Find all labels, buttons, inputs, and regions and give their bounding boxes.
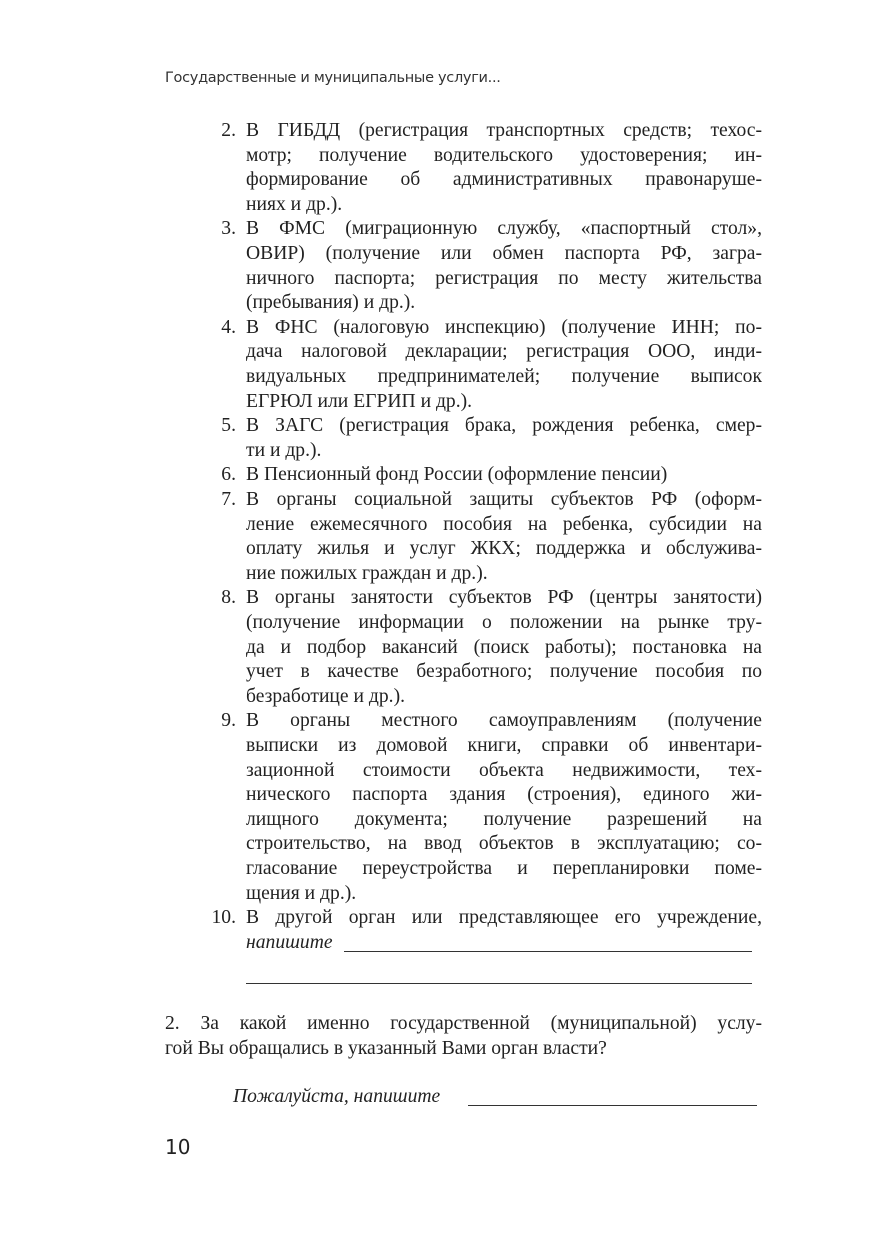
list-item-number: 9. xyxy=(221,710,236,732)
list-item-line: да и подбор вакансий (поиск работы); постановка на xyxy=(246,636,762,658)
list-item-line: видуальных предпринимателей; получение выписок xyxy=(246,366,762,387)
list-item-line: зационной стоимости объекта недвижимости, тех- xyxy=(246,759,762,781)
write-in-line-2[interactable] xyxy=(246,983,752,984)
list-item-line: В ЗАГС (регистрация брака, рождения ребенка, смер- xyxy=(246,415,762,437)
list-item-line: В другой орган или представляющее его учреждение, xyxy=(246,907,762,929)
question-line: 2. За какой именно государственной (муниципальной) услу- xyxy=(165,1013,762,1034)
list-item-line: выписки из домовой книги, справки об инвентари- xyxy=(246,735,762,756)
list-item-line: ние пожилых граждан и др.). xyxy=(246,562,488,584)
list-item-line: учет в качестве безработного; получение пособия по xyxy=(246,661,762,683)
list-item-line: В ФНС (налоговую инспекцию) (получение ИНН; по- xyxy=(246,316,762,338)
list-item-line: В органы социальной защиты субъектов РФ (оформ- xyxy=(246,489,762,510)
list-item-line: ЕГРЮЛ или ЕГРИП и др.). xyxy=(246,390,473,412)
list-item-line: щения и др.). xyxy=(246,882,357,904)
list-item-line: строительство, на ввод объектов в эксплуатацию; со- xyxy=(246,833,762,855)
list-item-line: В органы местного самоуправлениям (получение xyxy=(246,710,762,732)
running-header: Государственные и муниципальные услуги... xyxy=(165,70,501,86)
list-item-number: 4. xyxy=(221,316,236,338)
list-item-line: лищного документа; получение разрешений на xyxy=(246,808,762,830)
list-item-number: 10. xyxy=(211,907,236,929)
list-item-line: В ГИБДД (регистрация транспортных средств; техос- xyxy=(246,120,762,141)
list-item-number: 2. xyxy=(221,120,236,141)
please-write-label: Пожалуйста, напишите xyxy=(233,1086,441,1107)
list-item-line: дача налоговой декларации; регистрация ООО, инди- xyxy=(246,341,762,363)
list-item-number: 8. xyxy=(221,587,236,609)
list-item-number: 7. xyxy=(221,489,236,510)
list-item-line: В органы занятости субъектов РФ (центры занятости) xyxy=(246,587,762,609)
list-item-line: формирование об административных правонаруше- xyxy=(246,169,762,191)
question-line: гой Вы обращались в указанный Вами орган власти? xyxy=(165,1037,607,1059)
list-item-line: (получение информации о положении на рынке тру- xyxy=(246,612,762,633)
page-number: 10 xyxy=(165,1135,191,1159)
list-item-line: нического паспорта здания (строения), единого жи- xyxy=(246,784,762,806)
list-item-line: В ФМС (миграционную службу, «паспортный стол», xyxy=(246,218,762,240)
list-item-line: гласование переустройства и перепланировки поме- xyxy=(246,858,762,879)
list-item-line: ти и др.). xyxy=(246,439,322,461)
answer-line[interactable] xyxy=(468,1105,757,1106)
list-item-line: ОВИР) (получение или обмен паспорта РФ, загра- xyxy=(246,243,762,264)
list-item-line: ничного паспорта; регистрация по месту жительства xyxy=(246,267,762,289)
write-in-label: напишите xyxy=(246,931,333,953)
list-item-line: ление ежемесячного пособия на ребенка, субсидии на xyxy=(246,513,762,535)
list-item-line: оплату жилья и услуг ЖКХ; поддержка и обслужива- xyxy=(246,538,762,560)
write-in-line[interactable] xyxy=(344,951,752,952)
list-item-line: ниях и др.). xyxy=(246,193,343,215)
list-item-line: мотр; получение водительского удостоверения; ин- xyxy=(246,144,762,166)
list-item-number: 5. xyxy=(221,415,236,437)
list-item-line: В Пенсионный фонд России (оформление пенсии) xyxy=(246,464,668,486)
list-item-number: 3. xyxy=(221,218,236,240)
list-item-line: безработице и др.). xyxy=(246,685,405,707)
list-item-line: (пребывания) и др.). xyxy=(246,292,416,314)
list-item-number: 6. xyxy=(221,464,236,486)
